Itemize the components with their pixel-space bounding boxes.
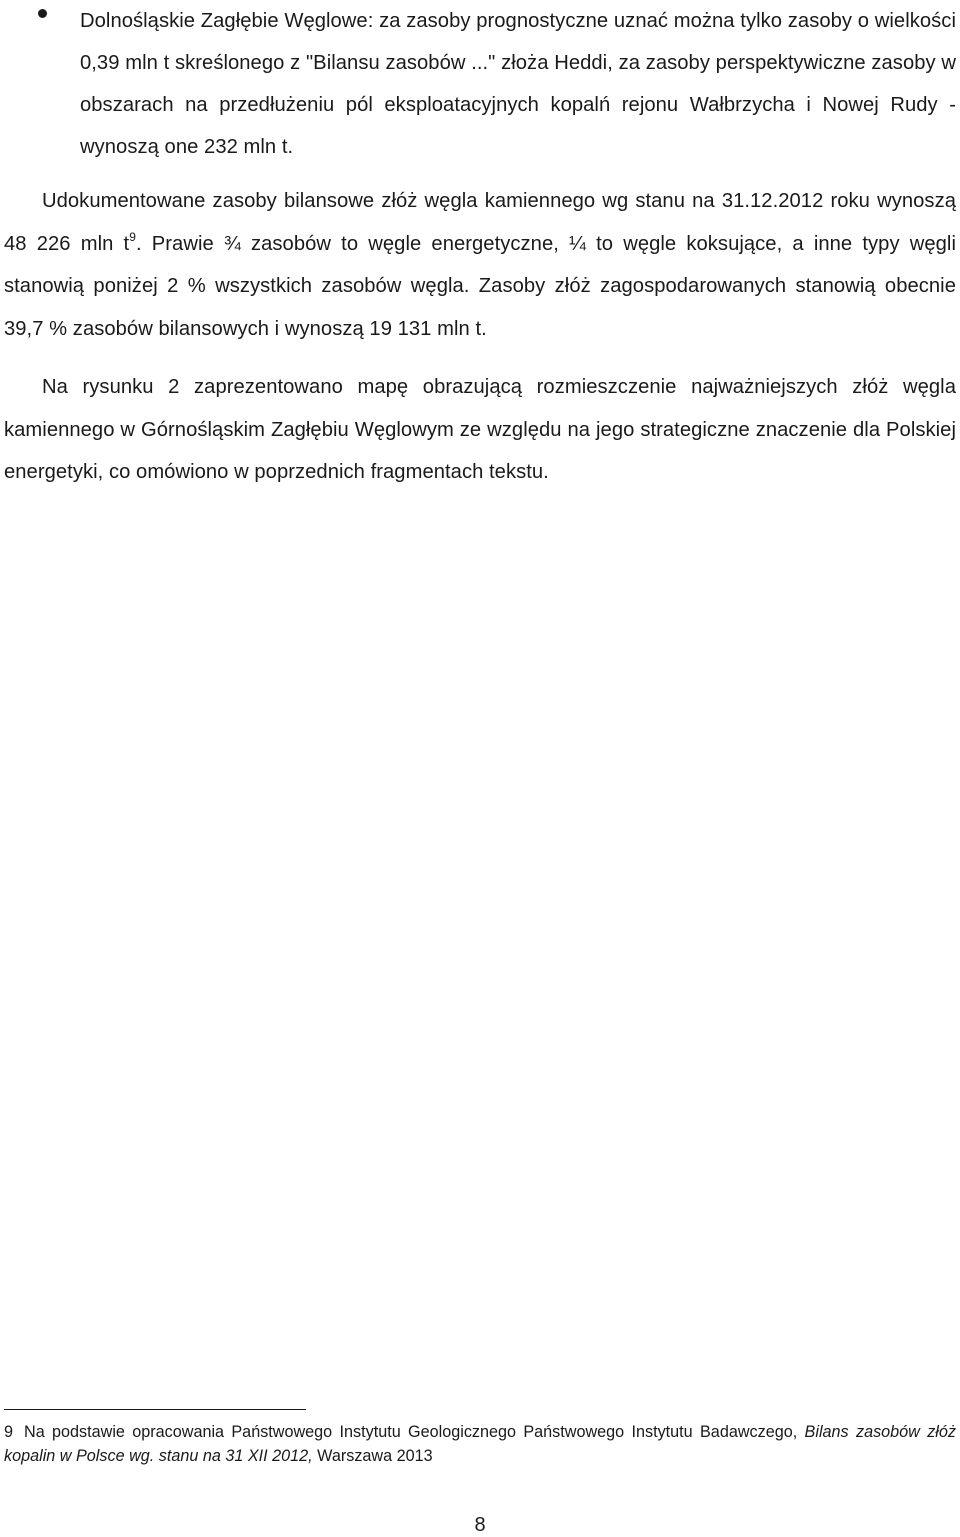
paragraph-resources-text-end: . Prawie ¾ zasobów to węgle energetyczne, ¼ to węgle koksujące, a inne typy węgli stanowią poniżej 2 % wszystkich zasobów węgla. Zasoby złóż zagospodarowanych stanowią obecnie 39,7 % zasobów bilansowych i wynoszą 19 131 mln t. bbox=[4, 232, 957, 340]
footnote-source-title: Bilans zasobów złóż kopalin w Polsce wg. stanu na 31 XII 2012, bbox=[4, 1423, 956, 1465]
bullet-dot-icon bbox=[38, 9, 47, 18]
bullet-text: Dolnośląskie Zagłębie Węglowe: za zasoby prognostyczne uznać można tylko zasoby o wielkości 0,39 mln t skreślonego z "Bilansu zasobów ..." złoża Heddi, za zasoby perspektywiczne zasoby w obszarach na przedłużeniu pól eksploatacyjnych kopalń rejonu Wałbrzycha i Nowej Rudy - wynoszą one 232 mln t. bbox=[80, 10, 956, 158]
footnote-mark: 9 bbox=[4, 1423, 14, 1441]
page-number: 8 bbox=[474, 1514, 486, 1536]
paragraph-resources-text-start: Udokumentowane zasoby bilansowe złóż węgla kamiennego wg stanu na 31.12.2012 roku wynoszą 48 226 mln t bbox=[4, 190, 956, 255]
footnote-reference[interactable]: 9 bbox=[129, 229, 136, 244]
paragraph-resources bbox=[4, 180, 956, 350]
footnote bbox=[4, 1420, 956, 1468]
footnote-text-start: Na podstawie opracowania Państwowego Instytutu Geologicznego Państwowego Instytutu Badawczego, bbox=[24, 1423, 805, 1441]
footnote-separator bbox=[4, 1409, 306, 1410]
paragraph-map-reference: Na rysunku 2 zaprezentowano mapę obrazującą rozmieszczenie najważniejszych złóż węgla kamiennego w Górnośląskim Zagłębiu Węglowym ze względu na jego strategiczne znaczenie dla Polskiej energetyki, co omówiono w poprzednich fragmentach tekstu. bbox=[4, 376, 956, 483]
footnote-text-end: Warszawa 2013 bbox=[312, 1447, 433, 1465]
